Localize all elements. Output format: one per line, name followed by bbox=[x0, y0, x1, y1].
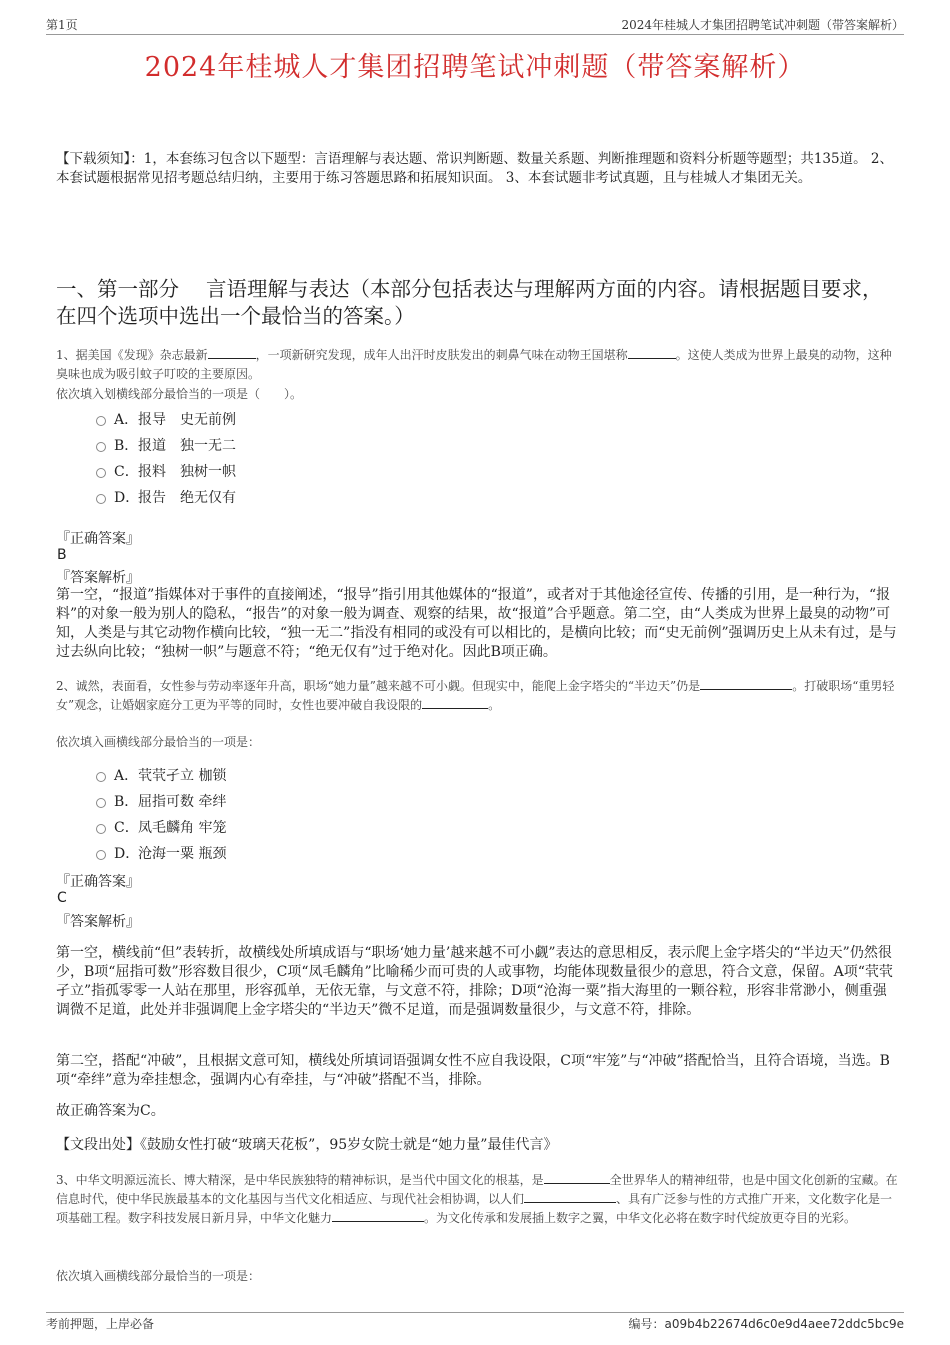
blank-line bbox=[628, 347, 676, 359]
page-header bbox=[46, 16, 904, 35]
radio-icon[interactable] bbox=[96, 468, 106, 478]
option-key: B． bbox=[114, 438, 139, 454]
q2-analysis-label: 『答案解析』 bbox=[56, 914, 140, 930]
footer-code bbox=[628, 1315, 904, 1332]
q2-option-d[interactable] bbox=[96, 840, 396, 866]
question-3-prompt: 依次填入画横线部分最恰当的一项是： bbox=[56, 1269, 261, 1283]
option-text: 沧海一粟 瓶颈 bbox=[138, 846, 227, 862]
radio-icon[interactable] bbox=[96, 850, 106, 860]
radio-icon[interactable] bbox=[96, 798, 106, 808]
blank-line bbox=[544, 1172, 610, 1184]
q2-answer: C bbox=[57, 890, 67, 906]
q2-answer-label: 『正确答案』 bbox=[56, 874, 140, 890]
radio-icon[interactable] bbox=[96, 494, 106, 504]
option-text: 报料 独树一帜 bbox=[138, 464, 236, 480]
option-text: 凤毛麟角 牢笼 bbox=[138, 820, 227, 836]
option-text: 报导 史无前例 bbox=[138, 412, 236, 428]
option-text: 报告 绝无仅有 bbox=[138, 490, 236, 506]
q1-option-a[interactable] bbox=[96, 406, 396, 432]
question-1-stem bbox=[56, 346, 902, 384]
q2-stem-part: 。 bbox=[488, 698, 501, 712]
document-title: 2024年桂城人才集团招聘笔试冲刺题（带答案解析） bbox=[144, 52, 806, 83]
blank-line bbox=[700, 678, 792, 690]
q1-answer-label: 『正确答案』 bbox=[56, 531, 140, 547]
q2-stem-part: 2、诚然，表面看，女性参与劳动率逐年升高，职场“她力量”越来越不可小觑。但现实中，能爬上金字塔尖的“半边天”仍是 bbox=[56, 679, 701, 693]
blank-line bbox=[208, 347, 256, 359]
q3-stem-part: 3、中华文明源远流长、博大精深，是中华民族独特的精神标识，是当代中国文化的根基，是 bbox=[56, 1173, 544, 1187]
option-key: C． bbox=[114, 820, 139, 836]
q2-conclusion: 故正确答案为C。 bbox=[56, 1103, 165, 1119]
question-1-prompt: 依次填入划横线部分最恰当的一项是（ ）。 bbox=[56, 387, 303, 401]
option-text: 报道 独一无二 bbox=[138, 438, 236, 454]
radio-icon[interactable] bbox=[96, 824, 106, 834]
q2-option-c[interactable] bbox=[96, 814, 396, 840]
download-notice: 【下载须知】：1，本套练习包含以下题型：言语理解与表达题、常识判断题、数量关系题、判断推理题和资料分析题等题型；共135道。 2、本套试题根据常见招考题总结归纳，主要用于练习答题思路和拓展知识面。 3、本套试题非考试真题，且与桂城人才集团无关。 bbox=[56, 151, 893, 186]
q2-source: 【文段出处】《鼓励女性打破“玻璃天花板”，95岁女院士就是“她力量”最佳代言》 bbox=[56, 1137, 558, 1153]
q1-answer: B bbox=[57, 547, 67, 563]
q1-analysis: 第一空，“报道”指媒体对于事件的直接阐述，“报导”指引用其他媒体的“报道”，或者对于其他途径宣传、传播的引用，是一种行为，“报料”的对象一般为别人的隐私，“报告”的对象一般为调查、观察的结果，故“报道”合乎题意。第二空，由“人类成为世界上最臭的动物”可知，人类是与其它动物作横向比较，“独一无二”指没有相同的或没有可以相比的，是横向比较；而“史无前例”强调历史上从未有过，是与过去纵向比较；“独树一帜”与题意不符；“绝无仅有”过于绝对化。因此B项正确。 bbox=[56, 587, 897, 660]
question-1-options bbox=[96, 406, 396, 510]
q1-option-c[interactable] bbox=[96, 458, 396, 484]
q2-option-a[interactable] bbox=[96, 762, 396, 788]
option-key: B． bbox=[114, 794, 139, 810]
option-text: 屈指可数 牵绊 bbox=[138, 794, 227, 810]
question-3-stem bbox=[56, 1171, 902, 1228]
q1-option-b[interactable] bbox=[96, 432, 396, 458]
q3-stem-part: 。为文化传承和发展插上数字之翼，中华文化必将在数字时代绽放更夺目的光彩。 bbox=[424, 1211, 857, 1225]
option-key: A． bbox=[114, 412, 139, 428]
footer-code-value: a09b4b22674d6c0e9d4aee72ddc5bc9e bbox=[664, 1317, 904, 1331]
question-2-prompt: 依次填入画横线部分最恰当的一项是： bbox=[56, 735, 261, 749]
page-footer bbox=[46, 1312, 904, 1331]
header-doc-title: 2024年桂城人才集团招聘笔试冲刺题（带答案解析） bbox=[621, 18, 904, 32]
question-2-stem bbox=[56, 677, 902, 715]
radio-icon[interactable] bbox=[96, 772, 106, 782]
option-key: A． bbox=[114, 768, 139, 784]
blank-line bbox=[332, 1210, 424, 1222]
section-heading: 一、第一部分 言语理解与表达（本部分包括表达与理解两方面的内容。请根据题目要求，在四个选项中选出一个最恰当的答案。） bbox=[56, 277, 883, 328]
blank-line bbox=[524, 1191, 616, 1203]
q2-analysis-1: 第一空，横线前“但”表转折，故横线处所填成语与“职场‘她力量’越来越不可小觑”表达的意思相反，表示爬上金字塔尖的“半边天”仍然很少，B项“屈指可数”形容数目很少，C项“凤毛麟角”比喻稀少而可贵的人或事物，均能体现数量很少的意思，符合文意，保留。A项“茕茕孑立”指孤零零一人站在那里，形容孤单，无依无靠，与文意不符，排除；D项“沧海一粟”指大海里的一颗谷粒，形容非常渺小，侧重强调微不足道，此处并非强调爬上金字塔尖的“半边天”微不足道，而是强调数量很少，与文意不符，排除。 bbox=[56, 945, 893, 1018]
option-text: 茕茕孑立 枷锁 bbox=[138, 768, 227, 784]
footer-slogan: 考前押题，上岸必备 bbox=[46, 1317, 155, 1331]
radio-icon[interactable] bbox=[96, 416, 106, 426]
option-key: C． bbox=[114, 464, 139, 480]
question-2-options bbox=[96, 762, 396, 866]
option-key: D． bbox=[114, 490, 140, 506]
footer-code-label: 编号： bbox=[628, 1317, 665, 1331]
q2-stem-part: 。打破职场“重男轻女”观念，让婚姻家庭分工更为平等的同时，女性也要冲破自我设限的 bbox=[56, 679, 895, 712]
q1-stem-part: ，一项新研究发现，成年人出汗时皮肤发出的刺鼻气味在动物王国堪称 bbox=[255, 348, 628, 362]
radio-icon[interactable] bbox=[96, 442, 106, 452]
q2-option-b[interactable] bbox=[96, 788, 396, 814]
q1-option-d[interactable] bbox=[96, 484, 396, 510]
blank-line bbox=[422, 697, 488, 709]
option-key: D． bbox=[114, 846, 140, 862]
q1-analysis-label: 『答案解析』 bbox=[56, 570, 140, 586]
q3-stem-part: 、具有广泛参与性的方式推广开来，文化数字化是一项基础工程。数字科技发展日新月异，中华文化魅力 bbox=[56, 1192, 893, 1225]
q1-stem-part: 。这使人类成为世界上最臭的动物，这种臭味也成为吸引蚊子叮咬的主要原因。 bbox=[56, 348, 892, 381]
q3-stem-part: 全世界华人的精神纽带，也是中国文化创新的宝藏。在信息时代，使中华民族最基本的文化基因与当代文化相适应、与现代社会相协调，以人们 bbox=[56, 1173, 898, 1206]
page-number: 第1页 bbox=[46, 18, 78, 32]
q2-analysis-2: 第二空，搭配“冲破”，且根据文意可知，横线处所填词语强调女性不应自我设限，C项“牢笼”与“冲破”搭配恰当，且符合语境，当选。B项“牵绊”意为牵挂想念，强调内心有牵挂，与“冲破”搭配不当，排除。 bbox=[56, 1053, 890, 1088]
q1-stem-part: 1、据美国《发现》杂志最新 bbox=[56, 348, 208, 362]
